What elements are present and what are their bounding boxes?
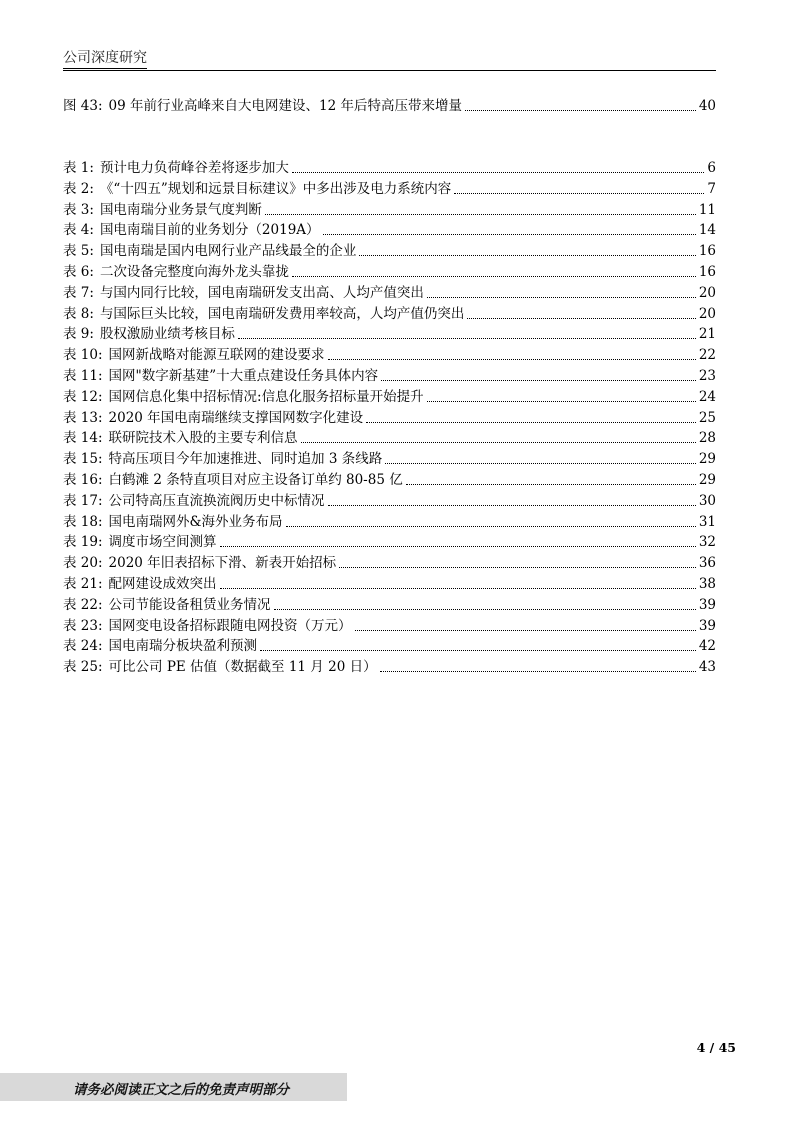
table-entry[interactable]: [63, 656, 716, 676]
dot-leader: [339, 567, 696, 568]
table-entry[interactable]: [63, 615, 716, 635]
entry-page-number: 39: [698, 617, 716, 634]
entry-title: 09 年前行业高峰来自大电网建设、12 年后特高压带来增量: [108, 98, 462, 114]
dot-leader: [292, 276, 696, 277]
table-entry[interactable]: [63, 303, 716, 323]
entry-title: 2020 年国电南瑞继续支撑国网数字化建设: [108, 409, 364, 426]
entry-title: 二次设备完整度向海外龙头靠拢: [99, 264, 289, 280]
dot-leader: [406, 484, 696, 485]
entry-title: 公司节能设备租赁业务情况: [108, 596, 271, 613]
entry-title: 预计电力负荷峰谷差将逐步加大: [99, 160, 289, 176]
table-entry[interactable]: [63, 282, 716, 302]
entry-label: 表 9:: [63, 326, 94, 343]
entry-title: 国电南瑞分业务景气度判断: [99, 201, 262, 218]
dot-leader: [385, 463, 696, 464]
entry-label: 表 20:: [63, 555, 103, 572]
entry-page-number: 28: [698, 430, 716, 447]
entry-page-number: 20: [698, 284, 716, 301]
table-entry[interactable]: [63, 594, 716, 614]
table-entry[interactable]: [63, 552, 716, 572]
disclaimer-text: 请务必阅读正文之后的免责声明部分: [73, 1082, 289, 1098]
entry-label: 表 6:: [63, 264, 94, 280]
entry-label: 表 24:: [63, 638, 103, 655]
dot-leader: [467, 318, 695, 319]
table-entry[interactable]: [63, 573, 716, 593]
entry-page-number: 21: [698, 326, 716, 343]
table-entry[interactable]: [63, 157, 716, 177]
page-number: 4 / 45: [696, 1040, 736, 1055]
entry-label: 表 10:: [63, 347, 103, 364]
dot-leader: [220, 588, 696, 589]
dot-leader: [427, 401, 696, 402]
entry-label: 表 7:: [63, 284, 94, 301]
entry-title: 国网"数字新基建”十大重点建设任务具体内容: [108, 368, 379, 384]
entry-title: 股权激励业绩考核目标: [99, 326, 235, 343]
table-entry[interactable]: [63, 407, 716, 427]
entry-label: 表 13:: [63, 409, 103, 426]
entry-label: 表 12:: [63, 388, 103, 405]
entry-label: 表 8:: [63, 305, 94, 322]
entry-title: 联研院技术入股的主要专利信息: [108, 430, 298, 447]
entry-title: 《“十四五”规划和远景目标建议》中多出涉及电力系统内容: [99, 180, 452, 197]
entry-page-number: 16: [698, 243, 716, 260]
entry-page-number: 22: [698, 347, 716, 364]
dot-leader: [359, 255, 695, 256]
entry-title: 国电南瑞目前的业务划分（2019A）: [99, 222, 320, 239]
entry-title: 与国内同行比较，国电南瑞研发支出高、人均产值突出: [99, 284, 424, 301]
entry-title: 可比公司 PE 估值（数据截至 11 月 20 日）: [108, 659, 377, 676]
entry-label: 表 15:: [63, 451, 103, 468]
report-header: [63, 48, 716, 71]
table-entry[interactable]: [63, 511, 716, 531]
table-entry[interactable]: [63, 427, 716, 447]
dot-leader: [381, 380, 696, 381]
entry-label: 表 4:: [63, 222, 94, 239]
entry-page-number: 31: [698, 513, 716, 530]
entry-title: 调度市场空间测算: [108, 534, 217, 551]
dot-leader: [427, 297, 696, 298]
table-entry[interactable]: [63, 469, 716, 489]
dot-leader: [265, 214, 696, 215]
dot-leader: [465, 110, 696, 111]
dot-leader: [238, 338, 696, 339]
entry-page-number: 30: [698, 492, 716, 509]
entry-page-number: 32: [698, 534, 716, 551]
table-entry[interactable]: [63, 178, 716, 198]
table-entry[interactable]: [63, 448, 716, 468]
table-entry[interactable]: [63, 199, 716, 219]
entry-label: 表 11:: [63, 368, 103, 384]
entry-label: 表 19:: [63, 534, 103, 551]
figure-entry[interactable]: [63, 95, 716, 115]
entry-title: 白鹤滩 2 条特直项目对应主设备订单约 80-85 亿: [108, 472, 403, 488]
entry-page-number: 38: [698, 576, 716, 592]
entry-label: 表 2:: [63, 180, 94, 197]
entry-label: 表 1:: [63, 160, 94, 176]
entry-page-number: 14: [698, 222, 716, 239]
entry-page-number: 20: [698, 305, 716, 322]
entry-page-number: 42: [698, 638, 716, 655]
entry-title: 国电南瑞网外&海外业务布局: [108, 513, 283, 530]
entry-title: 国电南瑞是国内电网行业产品线最全的企业: [99, 243, 357, 260]
table-entry[interactable]: [63, 323, 716, 343]
dot-leader: [260, 650, 696, 651]
dot-leader: [274, 609, 696, 610]
entry-page-number: 40: [698, 98, 716, 114]
entry-title: 国网新战略对能源互联网的建设要求: [108, 347, 325, 364]
entry-label: 表 16:: [63, 472, 103, 488]
dot-leader: [292, 172, 704, 173]
entry-page-number: 25: [698, 409, 716, 426]
entry-title: 国电南瑞分板块盈利预测: [108, 638, 258, 655]
entry-label: 表 23:: [63, 617, 103, 634]
dot-leader: [323, 234, 696, 235]
report-type-title: 公司深度研究: [63, 48, 147, 69]
entry-page-number: 11: [698, 201, 716, 218]
entry-label: 表 21:: [63, 576, 103, 592]
entry-label: 表 22:: [63, 596, 103, 613]
table-entry[interactable]: [63, 531, 716, 551]
entry-page-number: 39: [698, 596, 716, 613]
entry-page-number: 16: [698, 264, 716, 280]
entry-title: 配网建设成效突出: [108, 576, 217, 592]
entry-page-number: 36: [698, 555, 716, 572]
entry-title: 2020 年旧表招标下滑、新表开始招标: [108, 555, 337, 572]
entry-label: 表 3:: [63, 201, 94, 218]
table-entry[interactable]: [63, 365, 716, 385]
table-entry[interactable]: [63, 219, 716, 239]
dot-leader: [328, 359, 696, 360]
dot-leader: [220, 546, 696, 547]
entry-page-number: 24: [698, 388, 716, 405]
entry-label: 图 43:: [63, 98, 103, 114]
disclaimer-bar: [0, 1073, 347, 1101]
entry-label: 表 25:: [63, 659, 103, 676]
dot-leader: [454, 193, 704, 194]
entry-page-number: 7: [707, 180, 716, 197]
dot-leader: [355, 630, 696, 631]
entry-page-number: 43: [698, 659, 716, 676]
table-entry[interactable]: [63, 490, 716, 510]
entry-label: 表 18:: [63, 513, 103, 530]
table-entry[interactable]: [63, 635, 716, 655]
entry-title: 与国际巨头比较，国电南瑞研发费用率较高，人均产值仍突出: [99, 305, 465, 322]
entry-page-number: 29: [698, 472, 716, 488]
table-entry[interactable]: [63, 261, 716, 281]
table-entry[interactable]: [63, 240, 716, 260]
entry-title: 公司特高压直流换流阀历史中标情况: [108, 492, 325, 509]
entry-title: 特高压项目今年加速推进、同时追加 3 条线路: [108, 451, 383, 468]
entry-label: 表 5:: [63, 243, 94, 260]
dot-leader: [366, 422, 696, 423]
entry-title: 国网信息化集中招标情况:信息化服务招标量开始提升: [108, 388, 424, 405]
entry-title: 国网变电设备招标跟随电网投资（万元）: [108, 617, 352, 634]
table-entry[interactable]: [63, 344, 716, 364]
table-entry[interactable]: [63, 386, 716, 406]
entry-page-number: 23: [698, 368, 716, 384]
dot-leader: [328, 505, 696, 506]
dot-leader: [380, 671, 696, 672]
entry-page-number: 29: [698, 451, 716, 468]
entry-page-number: 6: [707, 160, 716, 176]
dot-leader: [286, 526, 696, 527]
entry-label: 表 17:: [63, 492, 103, 509]
dot-leader: [301, 442, 696, 443]
entry-label: 表 14:: [63, 430, 103, 447]
